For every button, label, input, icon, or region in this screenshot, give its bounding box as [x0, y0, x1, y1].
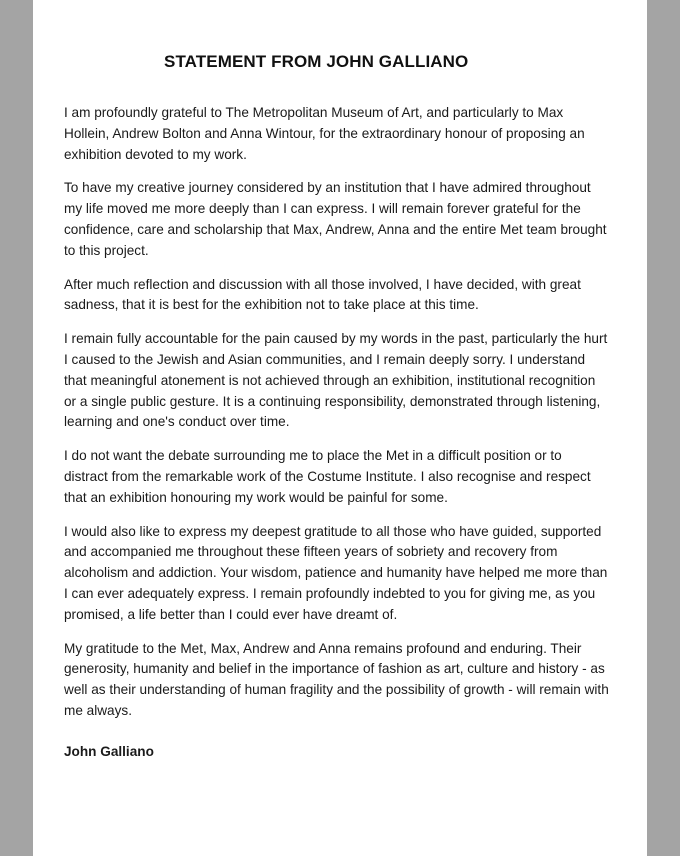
- signature: John Galliano: [64, 743, 154, 759]
- paragraph-closing: My gratitude to the Met, Max, Andrew and Anna remains profound and enduring. Their generosity, humanity and belief in the importance of fashion as art, culture and history - as well as their understanding of human fragility and the possibility of growth - will remain with me always.: [64, 640, 609, 718]
- page-title: STATEMENT FROM JOHN GALLIANO: [164, 52, 469, 71]
- paragraph-sobriety: I would also like to express my deepest gratitude to all those who have guided, supported and accompanied me throughout these fifteen years of sobriety and recovery from alcoholism and addiction. Your wisdom, patience and humanity have helped me more than I can ever adequately express. I remain profoundly indebted to you for giving me, as you promised, a life better than I could ever have dreamt of.: [64, 523, 608, 622]
- paragraph-accountability: I remain fully accountable for the pain caused by my words in the past, particularly the hurt I caused to the Jewish and Asian communities, and I remain deeply sorry. I understand that meaningful atonement is not achieved through an exhibition, institutional recognition or a single public gesture. It is a continuing responsibility, demonstrated through listening, learning and one's conduct over time.: [64, 331, 608, 430]
- paragraph-decision: After much reflection and discussion with all those involved, I have decided, with great sadness, that it is best for the exhibition not to take place at this time.: [64, 276, 581, 313]
- paragraph-creative-journey: To have my creative journey considered by an institution that I have admired throughout my life moved me more deeply than I can express. I will remain forever grateful for the confidence, care and scholarship that Max, Andrew, Anna and the entire Met team brought to this project.: [64, 180, 607, 258]
- paragraph-debate: I do not want the debate surrounding me to place the Met in a difficult position or to distract from the remarkable work of the Costume Institute. I also recognise and respect that an exhibition honouring my work would be painful for some.: [64, 448, 591, 505]
- statement-page: [33, 0, 647, 856]
- paragraph-gratitude: I am profoundly grateful to The Metropolitan Museum of Art, and particularly to Max Hollein, Andrew Bolton and Anna Wintour, for the extraordinary honour of proposing an exhibition devoted to my work.: [64, 105, 585, 162]
